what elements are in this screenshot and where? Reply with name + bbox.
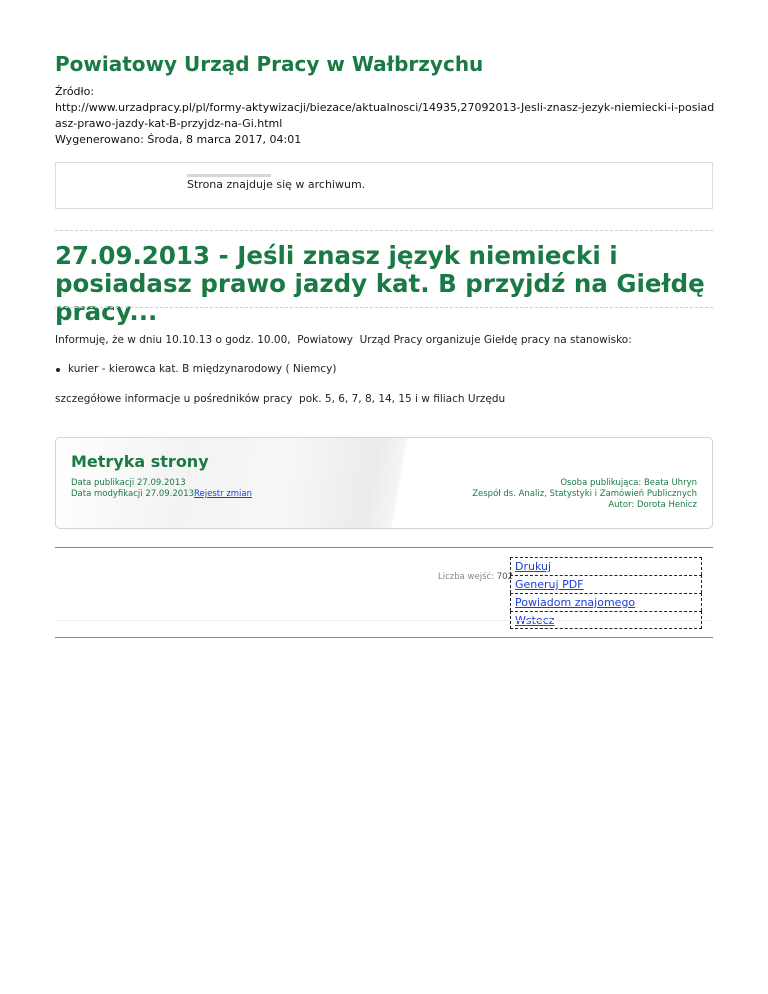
footer-top-divider [55, 547, 713, 548]
visits-count: 702 [496, 572, 513, 582]
publisher: Osoba publikująca: Beata Uhryn [560, 478, 697, 488]
archive-divider [187, 174, 271, 177]
source-url: http://www.urzadpracy.pl/pl/formy-aktywizacji/biezace/aktualnosci/14935,27092013-Jesli-znasz-jezyk-niemiecki-i-posiadasz-prawo-jazdy-kat-B-przyjdz-na-Gi.html [55, 101, 715, 130]
page-actions [510, 557, 702, 629]
footer-bottom-divider [55, 637, 713, 638]
article-intro: Informuję, że w dniu 10.10.13 o godz. 10.00, Powiatowy Urząd Pracy organizuje Giełdę pracy na stanowisko: [55, 334, 632, 346]
modification-row [71, 489, 252, 500]
generated-date: Wygenerowano: Środa, 8 marca 2017, 04:01 [55, 133, 302, 146]
page-metadata-box [55, 437, 713, 529]
source-info [55, 84, 715, 148]
generate-pdf-link[interactable]: Generuj PDF [510, 575, 702, 593]
modification-date: Data modyfikacji 27.09.2013 [71, 489, 195, 499]
footer-inner-divider [55, 620, 713, 621]
department: Zespół ds. Analiz, Statystyki i Zamówień Publicznych [472, 489, 697, 499]
site-title: Powiatowy Urząd Pracy w Wałbrzychu [55, 52, 484, 76]
archive-message: Strona znajduje się w archiwum. [187, 178, 366, 191]
article-title: 27.09.2013 - Jeśli znasz język niemiecki i posiadasz prawo jazdy kat. B przyjdź na Giełdę pracy... [55, 241, 705, 326]
notify-friend-link[interactable]: Powiadom znajomego [510, 593, 702, 611]
history-link[interactable]: Rejestr zmian [194, 489, 253, 499]
position-list [55, 363, 336, 375]
source-label: Źródło: [55, 85, 95, 98]
title-bottom-divider [55, 307, 713, 308]
article-details: szczegółowe informacje u pośredników pracy pok. 5, 6, 7, 8, 14, 15 i w filiach Urzędu [55, 393, 506, 405]
metadata-people [472, 478, 697, 511]
title-top-divider [55, 230, 713, 231]
metadata-title: Metryka strony [71, 452, 209, 471]
publication-date: Data publikacji 27.09.2013 [71, 478, 186, 488]
back-link[interactable]: Wstecz [510, 611, 702, 629]
archive-notice [55, 162, 713, 209]
author: Autor: Dorota Henicz [608, 500, 697, 510]
visit-counter [438, 572, 513, 582]
metadata-dates [71, 478, 252, 500]
print-link[interactable]: Drukuj [510, 557, 702, 575]
list-item: kurier - kierowca kat. B międzynarodowy ( Niemcy) [55, 363, 336, 375]
visits-label: Liczba wejść: [438, 572, 495, 582]
